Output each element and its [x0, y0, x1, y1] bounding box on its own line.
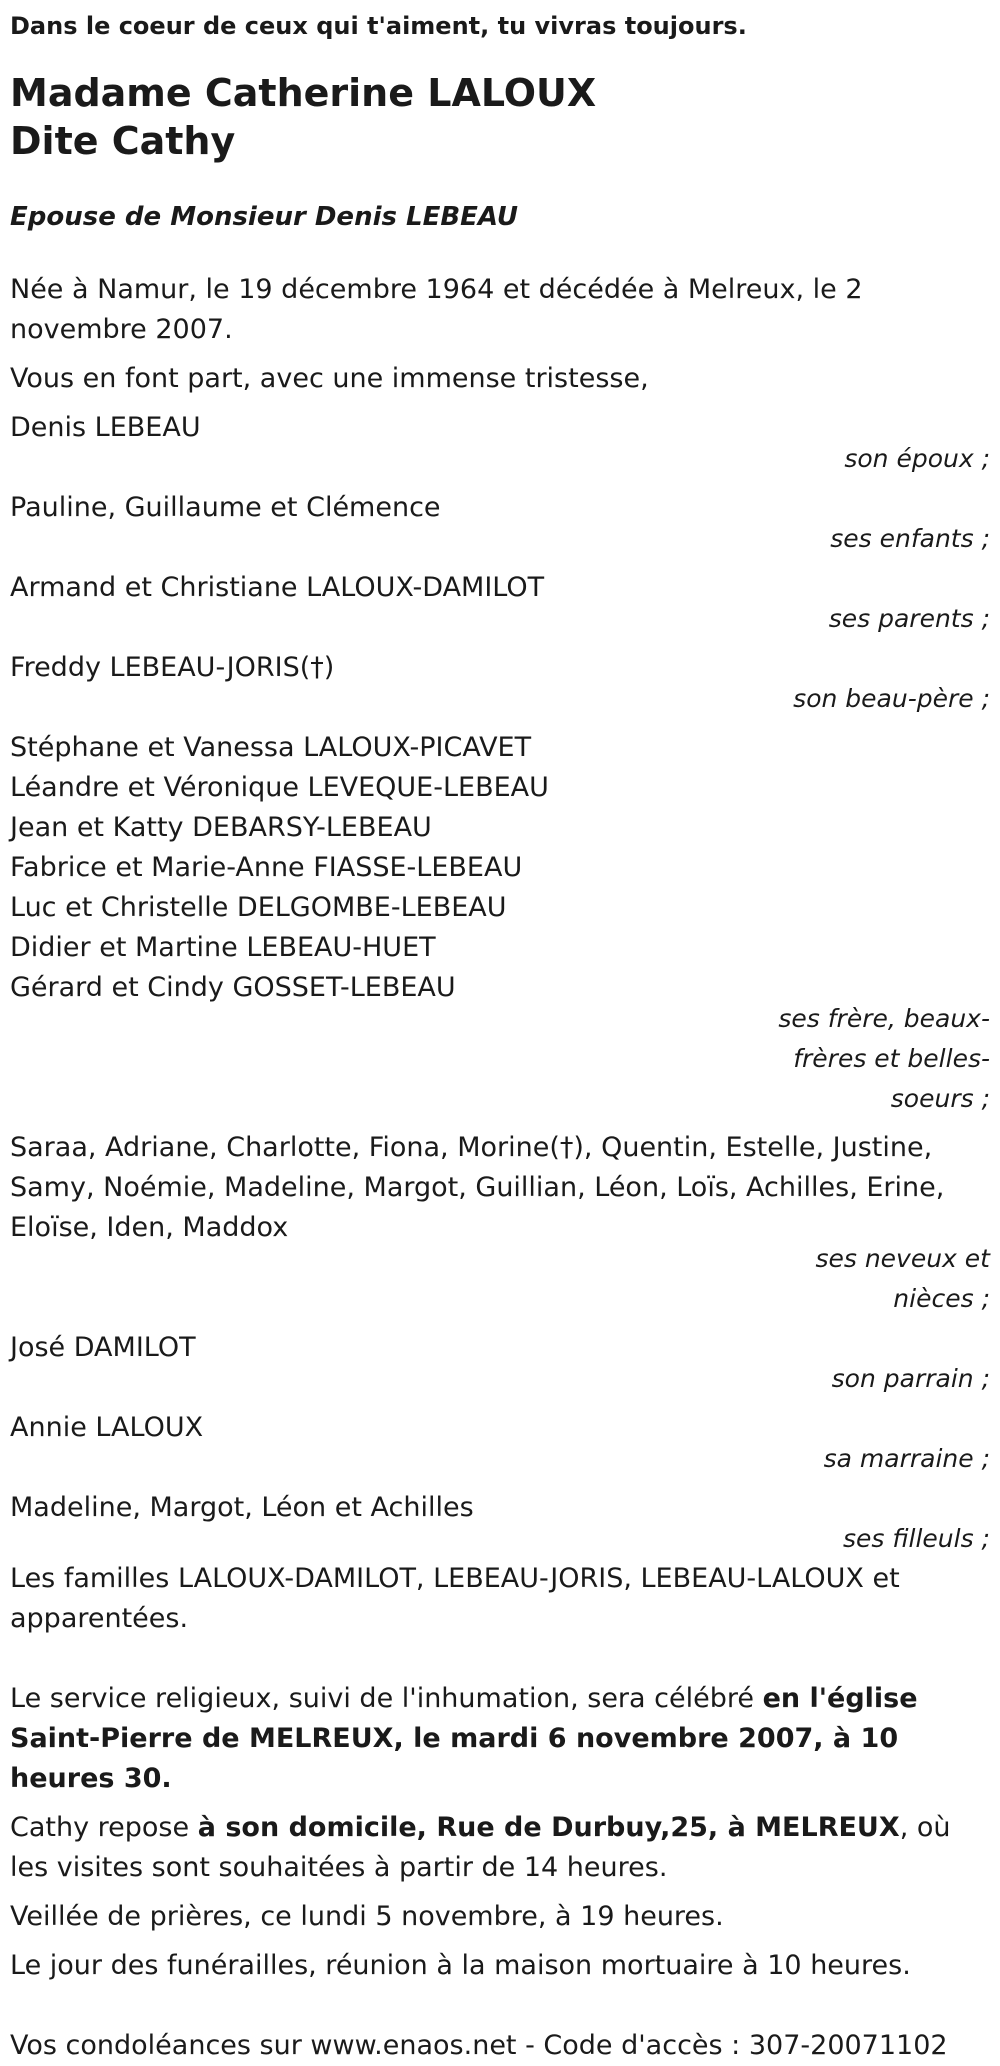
- vigil-text: Veillée de prières, ce lundi 5 novembre, à 19 heures.: [10, 1901, 724, 1932]
- sibling-names: Gérard et Cindy GOSSET-LEBEAU: [10, 972, 456, 1003]
- godparent-entry: [10, 1328, 990, 1399]
- family-entry: [10, 648, 990, 719]
- condolences-text: Vos condoléances sur www.enaos.net - Code d'accès : 307-20071102: [10, 2030, 948, 2061]
- nephews-entry: [10, 1128, 990, 1319]
- spouse-line: Epouse de Monsieur Denis LEBEAU: [10, 202, 518, 232]
- siblings-entry: [10, 728, 990, 1119]
- service-text: [10, 1679, 990, 1799]
- sibling-names: Léandre et Véronique LEVEQUE-LEBEAU: [10, 772, 549, 803]
- visitation-text: [10, 1808, 990, 1888]
- godparent-names: Annie LALOUX: [10, 1412, 204, 1443]
- service-details: en l'église Saint-Pierre de MELREUX, le mardi 6 novembre 2007, à 10 heures 30.: [10, 1683, 918, 1794]
- godparent-entry: [10, 1488, 990, 1559]
- visitation-location: à son domicile, Rue de Durbuy,25, à MELREUX: [197, 1812, 900, 1843]
- sibling-names: Stéphane et Vanessa LALOUX-PICAVET: [10, 732, 532, 763]
- family-entry: [10, 568, 990, 639]
- families-text: Les familles LALOUX-DAMILOT, LEBEAU-JORIS, LEBEAU-LALOUX et apparentées.: [10, 1563, 900, 1634]
- announcement-text: Vous en font part, avec une immense tristesse,: [10, 363, 649, 394]
- meeting-text: Le jour des funérailles, réunion à la maison mortuaire à 10 heures.: [10, 1950, 911, 1981]
- family-names: Pauline, Guillaume et Clémence: [10, 492, 441, 523]
- deceased-name-line1: Madame Catherine LALOUX: [10, 71, 597, 115]
- motto: Dans le coeur de ceux qui t'aiment, tu vivras toujours.: [10, 12, 747, 40]
- godparent-entry: [10, 1408, 990, 1479]
- godparent-names: Madeline, Margot, Léon et Achilles: [10, 1492, 474, 1523]
- nephews-relation: ses neveux et nièces ;: [815, 1244, 990, 1313]
- godparent-names: José DAMILOT: [10, 1332, 196, 1363]
- family-entry: [10, 408, 990, 479]
- obituary-content: [10, 11, 990, 2066]
- godparent-relation: sa marraine ;: [823, 1444, 990, 1473]
- sibling-names: Didier et Martine LEBEAU-HUET: [10, 932, 436, 963]
- godparent-relation: ses filleuls ;: [843, 1524, 990, 1553]
- family-names: Freddy LEBEAU-JORIS(†): [10, 652, 335, 683]
- visitation-outro: , où les visites sont souhaitées à partir de 14 heures.: [10, 1812, 951, 1883]
- service-intro: Le service religieux, suivi de l'inhumation, sera célébré: [10, 1683, 763, 1714]
- visitation-intro: Cathy repose: [10, 1812, 198, 1843]
- godparent-relation: son parrain ;: [831, 1364, 990, 1393]
- deceased-nickname: Dite Cathy: [10, 119, 236, 163]
- sibling-names: Luc et Christelle DELGOMBE-LEBEAU: [10, 892, 507, 923]
- siblings-relation: ses frère, beaux-frères et belles-soeurs ;: [778, 1004, 990, 1113]
- family-relation: son beau-père ;: [793, 684, 990, 713]
- nephew-names: Saraa, Adriane, Charlotte, Fiona, Morine(†), Quentin, Estelle, Justine, Samy, Noémie, Madeline, Margot, Guillian, Léon, Loïs, Achilles, Erine, Eloïse, Iden, Maddox: [10, 1132, 945, 1243]
- family-entry: [10, 488, 990, 559]
- birth-death-text: Née à Namur, le 19 décembre 1964 et décédée à Melreux, le 2 novembre 2007.: [10, 274, 863, 345]
- family-list: [10, 408, 990, 1559]
- sibling-names: Fabrice et Marie-Anne FIASSE-LEBEAU: [10, 852, 523, 883]
- family-relation: son époux ;: [844, 444, 990, 473]
- family-relation: ses enfants ;: [830, 524, 990, 553]
- family-names: Armand et Christiane LALOUX-DAMILOT: [10, 572, 545, 603]
- family-names: Denis LEBEAU: [10, 412, 201, 443]
- family-relation: ses parents ;: [828, 604, 990, 633]
- sibling-names: Jean et Katty DEBARSY-LEBEAU: [10, 812, 432, 843]
- deceased-name: [10, 69, 990, 165]
